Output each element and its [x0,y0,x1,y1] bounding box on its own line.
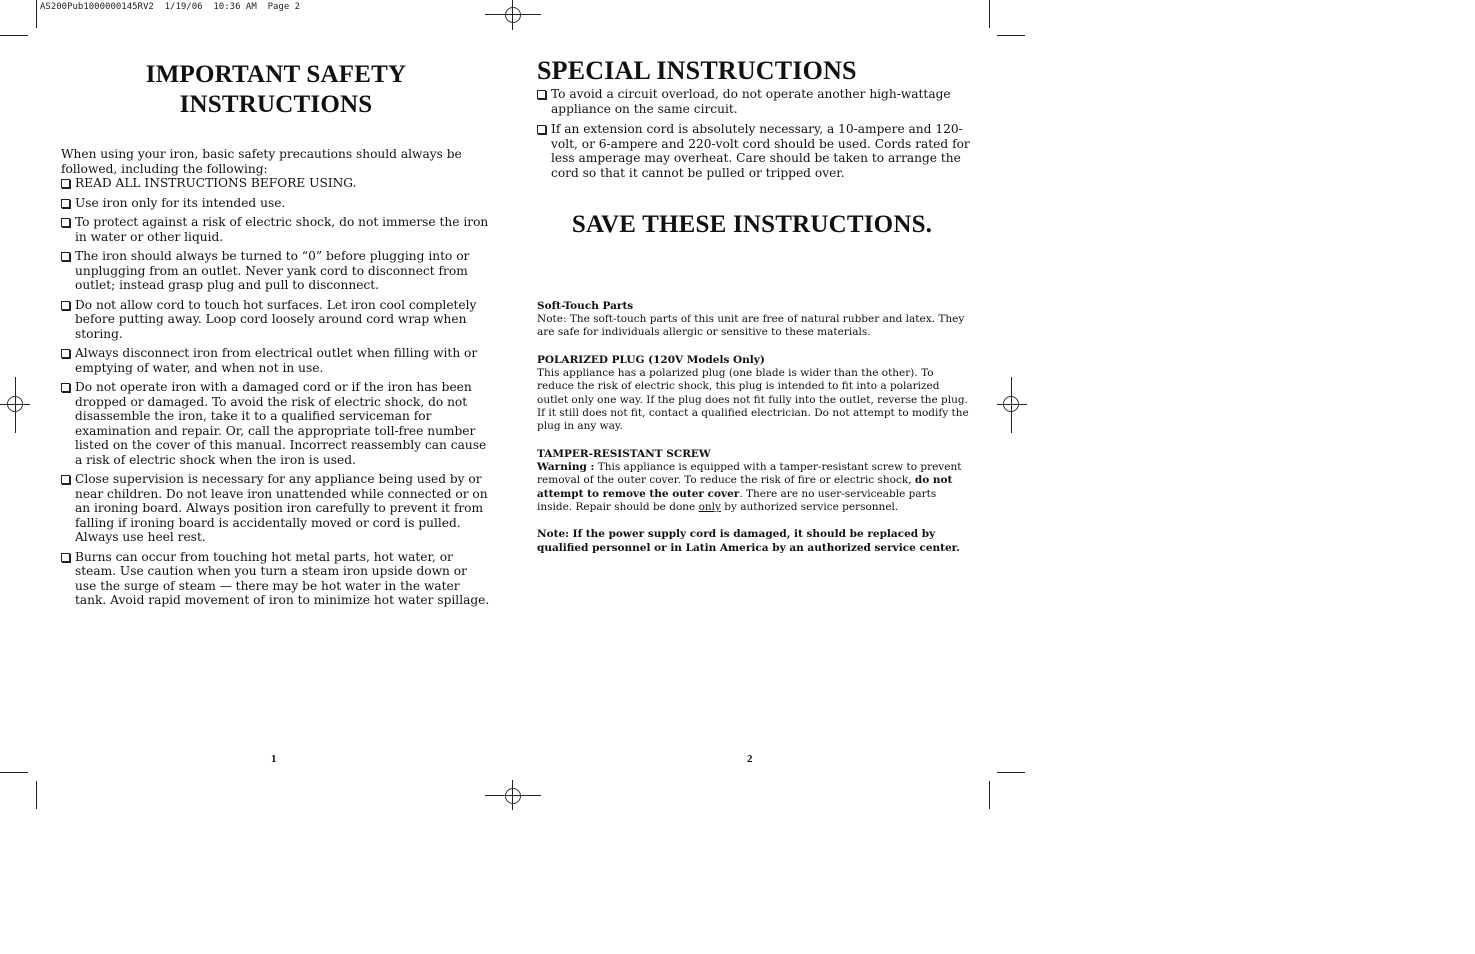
checkbox-bullet-icon [61,475,70,484]
registration-mark-icon [7,396,23,412]
checkbox-bullet-icon [61,349,70,358]
plug-text: This appliance has a polarized plug (one blade is wider than the other). To reduce the risk of electric shock, this plug is intended to fit into a polarized outlet only one way. If the plug does not fit fully into the outlet, reverse the plug. If it still does not fit, contact a qualified electrician. Do not attempt to modify the plug in any way. [537,366,969,433]
checkbox-bullet-icon [61,252,70,261]
crop-mark [36,0,37,28]
list-item: To avoid a circuit overload, do not operate another high-wattage appliance on the same circuit. [537,87,977,116]
cord-note: Note: If the power supply cord is damaged, it should be replaced by qualified personnel or in Latin America by an authorized service center. [537,528,960,554]
registration-mark-icon [1003,396,1019,412]
special-list [537,87,977,180]
list-item: READ ALL INSTRUCTIONS BEFORE USING. [61,176,491,191]
list-item: Do not allow cord to touch hot surfaces. Let iron cool completely before putting away. Loop cord loosely around cord wrap when storing. [61,298,491,342]
notes-section [537,300,969,555]
checkbox-bullet-icon [61,179,70,188]
registration-mark-icon [505,788,521,804]
list-item: Do not operate iron with a damaged cord or if the iron has been dropped or damaged. To avoid the risk of electric shock, do not disassemble the iron, take it to a qualified serviceman for examination and repair. Or, call the appropriate toll-free number listed on the cover of this manual. Incorrect reassembly can cause a risk of electric shock when the iron is used. [61,380,491,467]
list-item: The iron should always be turned to “0” before plugging into or unplugging from an outlet. Never yank cord to disconnect from outlet; instead grasp plug and pull to disconnect. [61,249,491,293]
checkbox-bullet-icon [61,199,70,208]
screw-text: Warning : This appliance is equipped with a tamper-resistant screw to prevent removal of the outer cover. To reduce the risk of fire or electric shock, do not attempt to remove the outer cover. There are no user-serviceable parts inside. Repair should be done only by authorized service personnel. [537,460,962,514]
crop-mark [997,35,1025,36]
save-title: SAVE THESE INSTRUCTIONS. [571,211,933,238]
list-item: Use iron only for its intended use. [61,196,491,211]
checkbox-bullet-icon [537,125,546,134]
registration-mark-icon [505,7,521,23]
crop-mark [989,781,990,809]
print-slug: AS200Pub1000000145RV2 1/19/06 10:36 AM Page 2 [40,2,301,12]
crop-mark [989,0,990,28]
list-item: Always disconnect iron from electrical outlet when filling with or emptying of water, and when not in use. [61,346,491,375]
crop-mark [36,781,37,809]
checkbox-bullet-icon [61,218,70,227]
plug-heading: POLARIZED PLUG (120V Models Only) [537,353,765,366]
list-item: To protect against a risk of electric shock, do not immerse the iron in water or other liquid. [61,215,491,244]
list-item: Close supervision is necessary for any appliance being used by or near children. Do not leave iron unattended while connected or on an ironing board. Always position iron carefully to prevent it from falling if ironing board is accidentally moved or cord is pulled. Always use heel rest. [61,472,491,545]
checkbox-bullet-icon [61,383,70,392]
safety-intro: When using your iron, basic safety precautions should always be followed, including the following: [61,147,462,176]
safety-list [61,176,491,608]
safety-title: IMPORTANT SAFETY INSTRUCTIONS [145,61,407,118]
crop-mark [997,772,1025,773]
right-page [537,56,977,569]
list-item: If an extension cord is absolutely necessary, a 10-ampere and 120-volt, or 6-ampere and 220-volt cord should be used. Cords rated for less amperage may overheat. Care should be taken to arrange the cord so that it cannot be pulled or tripped over. [537,122,977,180]
crop-mark [0,35,28,36]
soft-touch-text: Note: The soft-touch parts of this unit are free of natural rubber and latex. They are safe for individuals allergic or sensitive to these materials. [537,313,965,339]
checkbox-bullet-icon [537,90,546,99]
list-item: Burns can occur from touching hot metal parts, hot water, or steam. Use caution when you turn a steam iron upside down or use the surge of steam — there may be hot water in the water tank. Avoid rapid movement of iron to minimize hot water spillage. [61,550,491,608]
checkbox-bullet-icon [61,553,70,562]
special-title: SPECIAL INSTRUCTIONS [537,56,857,85]
page-number-right: 2 [747,753,753,765]
soft-touch-heading: Soft-Touch Parts [537,300,634,312]
screw-heading: TAMPER-RESISTANT SCREW [537,447,711,460]
left-page [61,60,491,613]
crop-mark [0,772,28,773]
checkbox-bullet-icon [61,301,70,310]
page-number-left: 1 [271,753,277,765]
